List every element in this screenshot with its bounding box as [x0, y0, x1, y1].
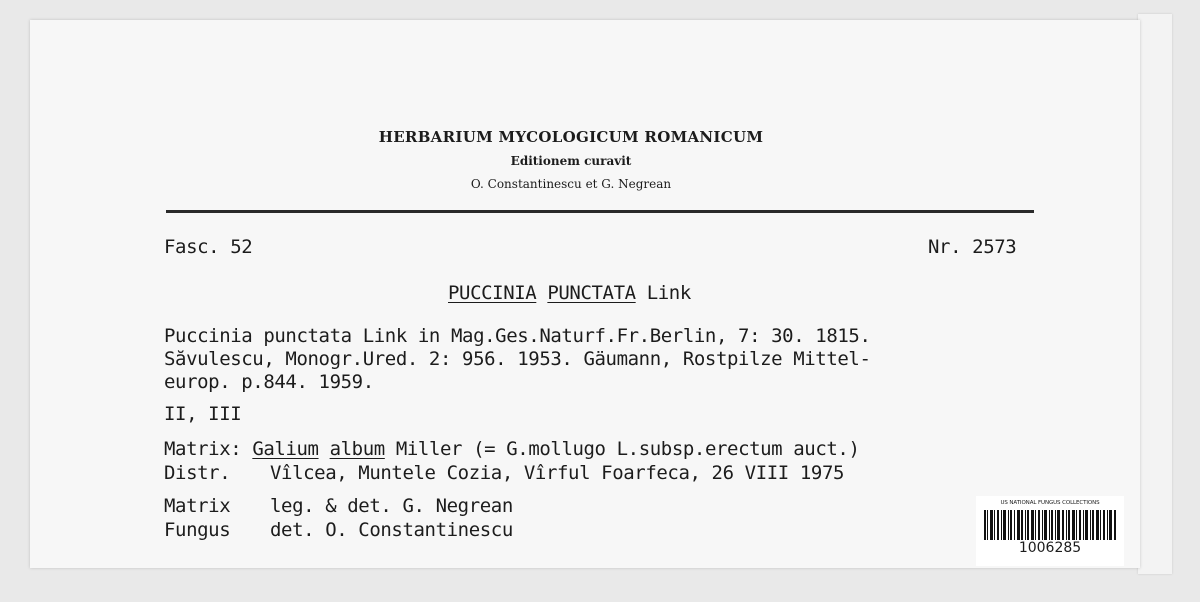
spore-stages: II, III — [164, 403, 242, 425]
barcode-header: US NATIONAL FUNGUS COLLECTIONS — [1000, 500, 1100, 506]
species-author: Link — [646, 282, 691, 304]
host-epithet: album — [329, 438, 385, 460]
reference-line-3: europ. p.844. 1959. — [164, 371, 374, 393]
determiner-label: Fungus — [164, 519, 231, 541]
header-rule — [166, 210, 1034, 213]
fascicle-number: Fasc. 52 — [164, 236, 253, 258]
herbarium-subtitle: Editionem curavit — [510, 154, 632, 168]
herbarium-editors: O. Constantinescu et G. Negrean — [470, 177, 672, 191]
host-genus: Galium — [252, 438, 319, 460]
matrix-line — [164, 438, 860, 460]
herbarium-title: HERBARIUM MYCOLOGICUM ROMANICUM — [378, 128, 764, 146]
collector-label: Matrix — [164, 495, 231, 517]
distribution-text: Vîlcea, Muntele Cozia, Vîrful Foarfeca, 26 VIII 1975 — [270, 462, 845, 484]
barcode-bars — [984, 510, 1116, 540]
species-epithet: PUNCTATA — [547, 282, 636, 304]
species-name — [448, 282, 691, 304]
reference-line-1: Puccinia punctata Link in Mag.Ges.Naturf.Fr.Berlin, 7: 30. 1815. — [164, 325, 871, 347]
matrix-label: Matrix: — [164, 438, 242, 460]
background-sheet — [1138, 14, 1172, 574]
reference-line-2: Săvulescu, Monogr.Ured. 2: 956. 1953. Gäumann, Rostpilze Mittel- — [164, 348, 871, 370]
collector-text: leg. & det. G. Negrean — [270, 495, 513, 517]
exsiccata-number: Nr. 2573 — [928, 236, 1017, 258]
barcode-label — [976, 496, 1124, 566]
determiner-text: det. O. Constantinescu — [270, 519, 513, 541]
distribution-label: Distr. — [164, 462, 231, 484]
species-genus: PUCCINIA — [448, 282, 537, 304]
specimen-label — [30, 20, 1140, 568]
barcode-number: 1006285 — [1018, 540, 1082, 556]
host-rest: Miller (= G.mollugo L.subsp.erectum auct.) — [395, 438, 860, 460]
